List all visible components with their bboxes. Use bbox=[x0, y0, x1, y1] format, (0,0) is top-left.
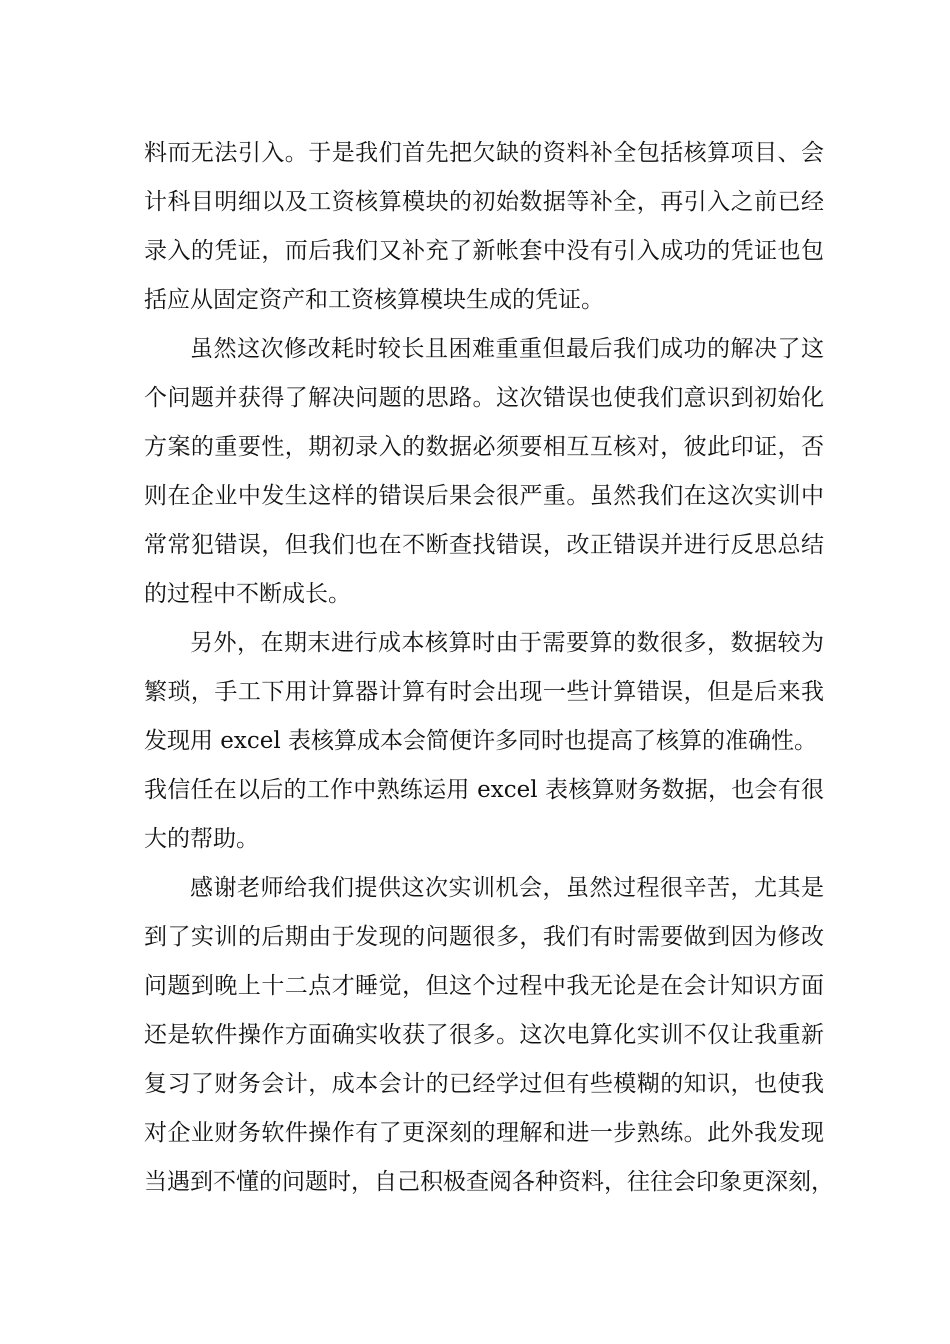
text-line: 个问题并获得了解决问题的思路。这次错误也使我们意识到初始化 bbox=[144, 385, 824, 411]
document-body bbox=[144, 129, 834, 1207]
text-line: 常常犯错误，但我们也在不断查找错误，改正错误并进行反思总结 bbox=[144, 532, 824, 558]
paragraph-1 bbox=[144, 129, 824, 325]
paragraph-4 bbox=[144, 864, 834, 1207]
text-line: 发现用 excel 表核算成本会简便许多同时也提高了核算的准确性。 bbox=[144, 728, 818, 754]
text-line: 我信任在以后的工作中熟练运用 excel 表核算财务数据，也会有很 bbox=[144, 777, 824, 803]
text-line: 复习了财务会计，成本会计的已经学过但有些模糊的知识，也使我 bbox=[144, 1071, 824, 1097]
text-line: 方案的重要性，期初录入的数据必须要相互互核对，彼此印证，否 bbox=[144, 434, 824, 460]
text-line: 到了实训的后期由于发现的问题很多，我们有时需要做到因为修改 bbox=[144, 924, 824, 950]
text-line: 计科目明细以及工资核算模块的初始数据等补全，再引入之前已经 bbox=[144, 189, 824, 215]
text-line: 虽然这次修改耗时较长且困难重重但最后我们成功的解决了这 bbox=[190, 336, 824, 362]
text-line: 则在企业中发生这样的错误后果会很严重。虽然我们在这次实训中 bbox=[144, 483, 824, 509]
text-line: 另外，在期末进行成本核算时由于需要算的数很多，数据较为 bbox=[190, 630, 824, 656]
text-line: 当遇到不懂的问题时，自己积极查阅各种资料，往往会印象更深刻， bbox=[144, 1169, 834, 1195]
text-line: 的过程中不断成长。 bbox=[144, 581, 351, 607]
text-line: 还是软件操作方面确实收获了很多。这次电算化实训不仅让我重新 bbox=[144, 1022, 824, 1048]
text-line: 料而无法引入。于是我们首先把欠缺的资料补全包括核算项目、会 bbox=[144, 140, 824, 166]
text-line: 括应从固定资产和工资核算模块生成的凭证。 bbox=[144, 287, 604, 313]
text-line: 问题到晚上十二点才睡觉，但这个过程中我无论是在会计知识方面 bbox=[144, 973, 824, 999]
text-line: 大的帮助。 bbox=[144, 826, 259, 852]
text-line: 繁琐，手工下用计算器计算有时会出现一些计算错误，但是后来我 bbox=[144, 679, 824, 705]
paragraph-2 bbox=[144, 325, 824, 619]
paragraph-3 bbox=[144, 619, 824, 864]
text-line: 对企业财务软件操作有了更深刻的理解和进一步熟练。此外我发现 bbox=[144, 1120, 824, 1146]
text-line: 感谢老师给我们提供这次实训机会，虽然过程很辛苦，尤其是 bbox=[190, 875, 824, 901]
text-line: 录入的凭证，而后我们又补充了新帐套中没有引入成功的凭证也包 bbox=[144, 238, 824, 264]
